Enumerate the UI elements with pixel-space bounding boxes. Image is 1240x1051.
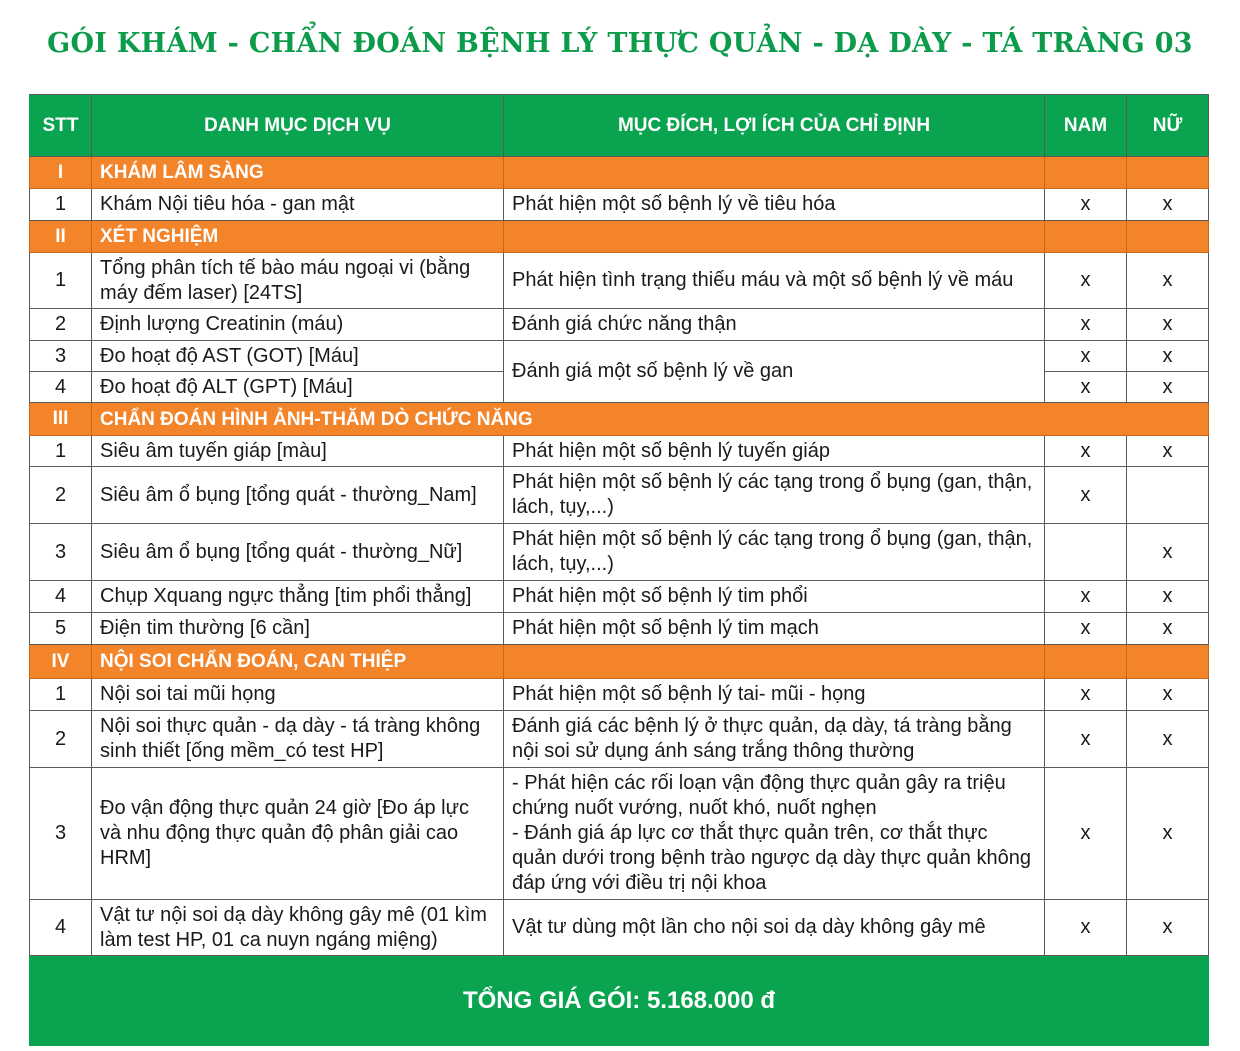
section-empty bbox=[1127, 221, 1209, 253]
female-mark: x bbox=[1127, 581, 1209, 613]
item-purpose: Đánh giá các bệnh lý ở thực quản, dạ dày, tá tràng bằng nội soi sử dụng ánh sáng trắng thông thường bbox=[504, 711, 1045, 768]
table-row bbox=[30, 524, 1209, 581]
package-table bbox=[29, 94, 1209, 1046]
male-mark: x bbox=[1045, 613, 1127, 645]
female-mark: x bbox=[1127, 524, 1209, 581]
section-empty bbox=[504, 645, 1045, 679]
female-mark: x bbox=[1127, 768, 1209, 900]
section-empty bbox=[1127, 157, 1209, 189]
section-name: KHÁM LÂM SÀNG bbox=[92, 157, 504, 189]
item-service: Siêu âm ổ bụng [tổng quát - thường_Nam] bbox=[92, 467, 504, 524]
section-row bbox=[30, 221, 1209, 253]
section-empty bbox=[1127, 645, 1209, 679]
purpose-line: - Phát hiện các rối loạn vận động thực quản gây ra triệu chứng nuốt vướng, nuốt khó, nuốt nghẹn bbox=[512, 772, 1006, 819]
female-mark: x bbox=[1127, 900, 1209, 956]
total-row bbox=[30, 956, 1209, 1046]
male-mark: x bbox=[1045, 189, 1127, 221]
item-service: Định lượng Creatinin (máu) bbox=[92, 309, 504, 341]
female-mark: x bbox=[1127, 189, 1209, 221]
item-number: 4 bbox=[30, 581, 92, 613]
male-mark: x bbox=[1045, 768, 1127, 900]
item-number: 2 bbox=[30, 711, 92, 768]
item-service: Tổng phân tích tế bào máu ngoại vi (bằng máy đếm laser) [24TS] bbox=[92, 253, 504, 309]
item-service: Vật tư nội soi dạ dày không gây mê (01 kìm làm test HP, 01 ca nuyn ngáng miệng) bbox=[92, 900, 504, 956]
item-number: 1 bbox=[30, 679, 92, 711]
item-number: 3 bbox=[30, 341, 92, 372]
table-row bbox=[30, 467, 1209, 524]
table-row bbox=[30, 309, 1209, 341]
section-row bbox=[30, 157, 1209, 189]
item-number: 3 bbox=[30, 524, 92, 581]
female-mark bbox=[1127, 467, 1209, 524]
item-purpose: Phát hiện một số bệnh lý về tiêu hóa bbox=[504, 189, 1045, 221]
item-purpose: Phát hiện một số bệnh lý tuyến giáp bbox=[504, 436, 1045, 467]
female-mark: x bbox=[1127, 711, 1209, 768]
section-number: I bbox=[30, 157, 92, 189]
section-name: XÉT NGHIỆM bbox=[92, 221, 504, 253]
female-mark: x bbox=[1127, 372, 1209, 403]
table-row bbox=[30, 900, 1209, 956]
table-row bbox=[30, 189, 1209, 221]
table-row bbox=[30, 253, 1209, 309]
item-number: 2 bbox=[30, 467, 92, 524]
item-service: Chụp Xquang ngực thẳng [tim phổi thẳng] bbox=[92, 581, 504, 613]
item-service: Khám Nội tiêu hóa - gan mật bbox=[92, 189, 504, 221]
section-number: III bbox=[30, 403, 92, 436]
female-mark: x bbox=[1127, 341, 1209, 372]
section-row bbox=[30, 645, 1209, 679]
header-service: DANH MỤC DỊCH VỤ bbox=[92, 95, 504, 157]
header-male: NAM bbox=[1045, 95, 1127, 157]
section-number: IV bbox=[30, 645, 92, 679]
item-service: Đo hoạt độ ALT (GPT) [Máu] bbox=[92, 372, 504, 403]
item-purpose bbox=[504, 768, 1045, 900]
table-header-row bbox=[30, 95, 1209, 157]
male-mark: x bbox=[1045, 467, 1127, 524]
item-service: Điện tim thường [6 cần] bbox=[92, 613, 504, 645]
table-row bbox=[30, 581, 1209, 613]
female-mark: x bbox=[1127, 253, 1209, 309]
item-number: 4 bbox=[30, 900, 92, 956]
table-row bbox=[30, 711, 1209, 768]
table-row bbox=[30, 341, 1209, 372]
male-mark: x bbox=[1045, 253, 1127, 309]
female-mark: x bbox=[1127, 679, 1209, 711]
header-stt: STT bbox=[30, 95, 92, 157]
item-purpose: Phát hiện một số bệnh lý tim phổi bbox=[504, 581, 1045, 613]
section-empty bbox=[1045, 645, 1127, 679]
item-service: Đo hoạt độ AST (GOT) [Máu] bbox=[92, 341, 504, 372]
section-empty bbox=[504, 221, 1045, 253]
item-number: 1 bbox=[30, 189, 92, 221]
male-mark bbox=[1045, 524, 1127, 581]
section-name: CHẨN ĐOÁN HÌNH ẢNH-THĂM DÒ CHỨC NĂNG bbox=[92, 403, 1209, 436]
male-mark: x bbox=[1045, 309, 1127, 341]
total-price: TỔNG GIÁ GÓI: 5.168.000 đ bbox=[30, 956, 1209, 1046]
item-purpose: Vật tư dùng một lần cho nội soi dạ dày không gây mê bbox=[504, 900, 1045, 956]
item-number: 1 bbox=[30, 253, 92, 309]
section-row bbox=[30, 403, 1209, 436]
female-mark: x bbox=[1127, 613, 1209, 645]
item-purpose: Phát hiện một số bệnh lý tim mạch bbox=[504, 613, 1045, 645]
section-name: NỘI SOI CHẨN ĐOÁN, CAN THIỆP bbox=[92, 645, 504, 679]
item-purpose: Phát hiện một số bệnh lý tai- mũi - họng bbox=[504, 679, 1045, 711]
item-purpose: Phát hiện một số bệnh lý các tạng trong ổ bụng (gan, thận, lách, tụy,...) bbox=[504, 524, 1045, 581]
item-service: Đo vận động thực quản 24 giờ [Đo áp lực và nhu động thực quản độ phân giải cao HRM] bbox=[92, 768, 504, 900]
table-row bbox=[30, 679, 1209, 711]
male-mark: x bbox=[1045, 711, 1127, 768]
item-purpose: Phát hiện một số bệnh lý các tạng trong ổ bụng (gan, thận, lách, tụy,...) bbox=[504, 467, 1045, 524]
item-service: Nội soi thực quản - dạ dày - tá tràng không sinh thiết [ống mềm_có test HP] bbox=[92, 711, 504, 768]
section-empty bbox=[504, 157, 1045, 189]
item-purpose: Phát hiện tình trạng thiếu máu và một số bệnh lý về máu bbox=[504, 253, 1045, 309]
item-number: 4 bbox=[30, 372, 92, 403]
table-row bbox=[30, 436, 1209, 467]
purpose-line: - Đánh giá áp lực cơ thắt thực quản trên, cơ thắt thực quản dưới trong bệnh trào ngược dạ dày thực quản không đáp ứng với điều trị nội khoa bbox=[512, 822, 1031, 894]
header-female: NỮ bbox=[1127, 95, 1209, 157]
item-service: Siêu âm tuyến giáp [màu] bbox=[92, 436, 504, 467]
section-empty bbox=[1045, 221, 1127, 253]
item-purpose: Đánh giá một số bệnh lý về gan bbox=[504, 341, 1045, 403]
page-title: GÓI KHÁM - CHẨN ĐOÁN BỆNH LÝ THỰC QUẢN - DẠ DÀY - TÁ TRÀNG 03 bbox=[47, 28, 1193, 59]
male-mark: x bbox=[1045, 679, 1127, 711]
item-service: Nội soi tai mũi họng bbox=[92, 679, 504, 711]
item-number: 2 bbox=[30, 309, 92, 341]
male-mark: x bbox=[1045, 900, 1127, 956]
male-mark: x bbox=[1045, 436, 1127, 467]
male-mark: x bbox=[1045, 341, 1127, 372]
table-row bbox=[30, 613, 1209, 645]
female-mark: x bbox=[1127, 309, 1209, 341]
item-service: Siêu âm ổ bụng [tổng quát - thường_Nữ] bbox=[92, 524, 504, 581]
section-number: II bbox=[30, 221, 92, 253]
table-row bbox=[30, 768, 1209, 900]
section-empty bbox=[1045, 157, 1127, 189]
item-purpose: Đánh giá chức năng thận bbox=[504, 309, 1045, 341]
male-mark: x bbox=[1045, 581, 1127, 613]
female-mark: x bbox=[1127, 436, 1209, 467]
item-number: 1 bbox=[30, 436, 92, 467]
item-number: 3 bbox=[30, 768, 92, 900]
header-purpose: MỤC ĐÍCH, LỢI ÍCH CỦA CHỈ ĐỊNH bbox=[504, 95, 1045, 157]
male-mark: x bbox=[1045, 372, 1127, 403]
item-number: 5 bbox=[30, 613, 92, 645]
